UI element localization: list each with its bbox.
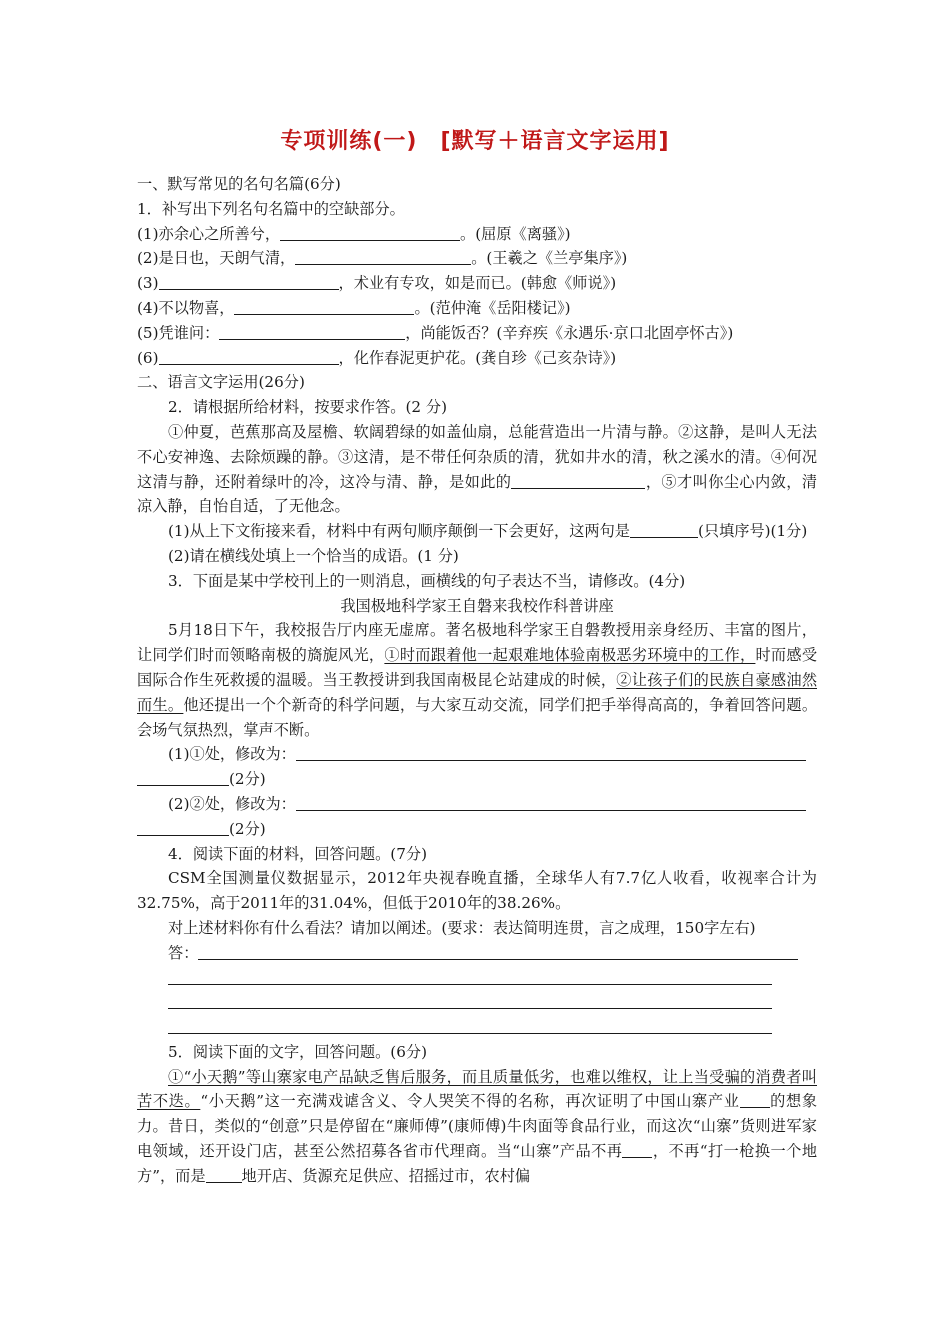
question-2-sub2: (2)请在横线处填上一个恰当的成语。(1 分) [168, 546, 459, 565]
fill-item-3: (3) ，术业有专攻，如是而已。(韩愈《师说》) [137, 274, 617, 293]
fill-item-4: (4)不以物喜， 。(范仲淹《岳阳楼记》) [137, 298, 571, 317]
answer-line-2 [137, 966, 817, 991]
question-2-sub1: (1)从上下文衔接来看，材料中有两句顺序颠倒一下会更好，这两句是 (只填序号)(1分) [168, 522, 808, 541]
answer-blank[interactable] [168, 968, 772, 985]
answer-blank[interactable] [740, 1091, 770, 1108]
answer-blank[interactable] [234, 298, 414, 315]
answer-blank[interactable] [622, 1141, 652, 1158]
content [137, 172, 817, 1189]
question-2-passage: ①仲夏，芭蕉那高及屋檐、软阔碧绿的如盖仙扇，总能营造出一片清与静。②这静，是叫人无法不心安神逸、去除烦躁的静。③这清，是不带任何杂质的清，犹如井水的清，秋之溪水的清。④何况这清与静，还附着绿叶的冷，这冷与清、静，是如此的 ，⑤才叫你尘心内敛，清凉入静，自怡自适，了无他念。 [137, 422, 818, 516]
answer-line-1: 答： [137, 941, 817, 966]
section-2-heading: 二、语言文字运用(26分) [137, 373, 305, 392]
page-title: 专项训练(一) [默写＋语言文字运用] [280, 129, 670, 154]
question-4-passage: CSM全国测量仪数据显示，2012年央视春晚直播，全球华人有7.7亿人收看，收视率合计为32.75%，高于2011年的31.04%，但低于2010年的38.26%。 [137, 869, 817, 913]
underlined-sentence-1: ①时而跟着他一起艰难地体验南极恶劣环境中的工作， [384, 646, 756, 665]
question-3-sub2: (2)②处，修改为： [137, 792, 817, 817]
answer-line-4 [137, 1015, 817, 1040]
question-3-prompt: 3．下面是某中学校刊上的一则消息，画横线的句子表达不当，请修改。(4分) [168, 571, 686, 590]
question-3-sub1-cont: (2分) [137, 767, 817, 792]
news-body: 5月18日下午，我校报告厅内座无虚席。著名极地科学家王自磐教授用亲身经历、丰富的图片，让同学们时而领略南极的旖旎风光，①时而跟着他一起艰难地体验南极恶劣环境中的工作，时而感受国际合作生死救援的温暖。当王教授讲到我国南极昆仑站建成的时候，②让孩子们的民族自豪感油然而生。他还提出一个个新奇的科学问题，与大家互动交流，同学们把手举得高高的，争着回答问题。会场气氛热烈，掌声不断。 [137, 621, 818, 739]
answer-blank[interactable] [280, 224, 460, 241]
answer-blank[interactable] [206, 1166, 242, 1183]
answer-blank[interactable] [168, 1017, 772, 1034]
answer-blank[interactable] [219, 323, 405, 340]
question-4-prompt: 4．阅读下面的材料，回答问题。(7分) [168, 844, 427, 863]
question-5-passage: ①“小天鹅”等山寨家电产品缺乏售后服务，而且质量低劣，也难以维权，让上当受骗的消费者叫苦不迭。“小天鹅”这一充满戏谑含义、令人哭笑不得的名称，再次证明了中国山寨产业 的想象力。昔日，类似的“创意”只是停留在“廉师傅”(康师傅)牛肉面等食品行业，而这次“山寨”货则进军家电领域，还开设门店，甚至公然招募各省市代理商。当“山寨”产品不再 ，不再“打一枪换一个地方”，而是 地开店、货源充足供应、招摇过市，农村偏 [137, 1067, 818, 1185]
answer-blank[interactable] [295, 248, 471, 265]
question-3-sub1: (1)①处，修改为： [137, 742, 817, 767]
fill-item-1: (1)亦余心之所善兮， 。(屈原《离骚》) [137, 224, 571, 243]
question-1-prompt: 1．补写出下列名句名篇中的空缺部分。 [137, 199, 405, 218]
answer-blank[interactable] [296, 744, 806, 761]
answer-blank[interactable] [296, 794, 806, 811]
question-4-question: 对上述材料你有什么看法？请加以阐述。(要求：表达简明连贯，言之成理，150字左右) [168, 918, 756, 937]
answer-blank[interactable] [198, 943, 798, 960]
fill-item-2: (2)是日也，天朗气清， 。(王羲之《兰亭集序》) [137, 249, 628, 268]
answer-blank[interactable] [168, 992, 772, 1009]
section-1-heading: 一、默写常见的名句名篇(6分) [137, 175, 341, 193]
fill-item-5: (5)凭谁问： ，尚能饭否？(辛弃疾《永遇乐·京口北固亭怀古》) [137, 323, 734, 342]
underlined-sentence-1: ①“小天鹅”等山寨家电产品缺乏售后服务，而且质量低劣，也难以维权，让上当受骗的消费者叫苦不迭。 [137, 1067, 817, 1111]
answer-blank[interactable] [159, 348, 339, 365]
question-3-sub2-cont: (2分) [137, 817, 817, 842]
answer-blank[interactable] [159, 273, 339, 290]
news-headline: 我国极地科学家王自磐来我校作科普讲座 [340, 596, 614, 615]
answer-blank[interactable] [630, 521, 698, 538]
question-5-prompt: 5．阅读下面的文字，回答问题。(6分) [168, 1042, 427, 1061]
answer-blank[interactable] [137, 769, 229, 786]
underlined-sentence-2: ②让孩子们的民族自豪感油然而生。 [137, 670, 818, 714]
answer-blank[interactable] [511, 472, 645, 489]
answer-line-3 [137, 990, 817, 1015]
answer-blank[interactable] [137, 819, 229, 836]
question-2-prompt: 2．请根据所给材料，按要求作答。(2 分) [168, 398, 448, 417]
fill-item-6: (6) ，化作春泥更护花。(龚自珍《己亥杂诗》) [137, 348, 617, 367]
